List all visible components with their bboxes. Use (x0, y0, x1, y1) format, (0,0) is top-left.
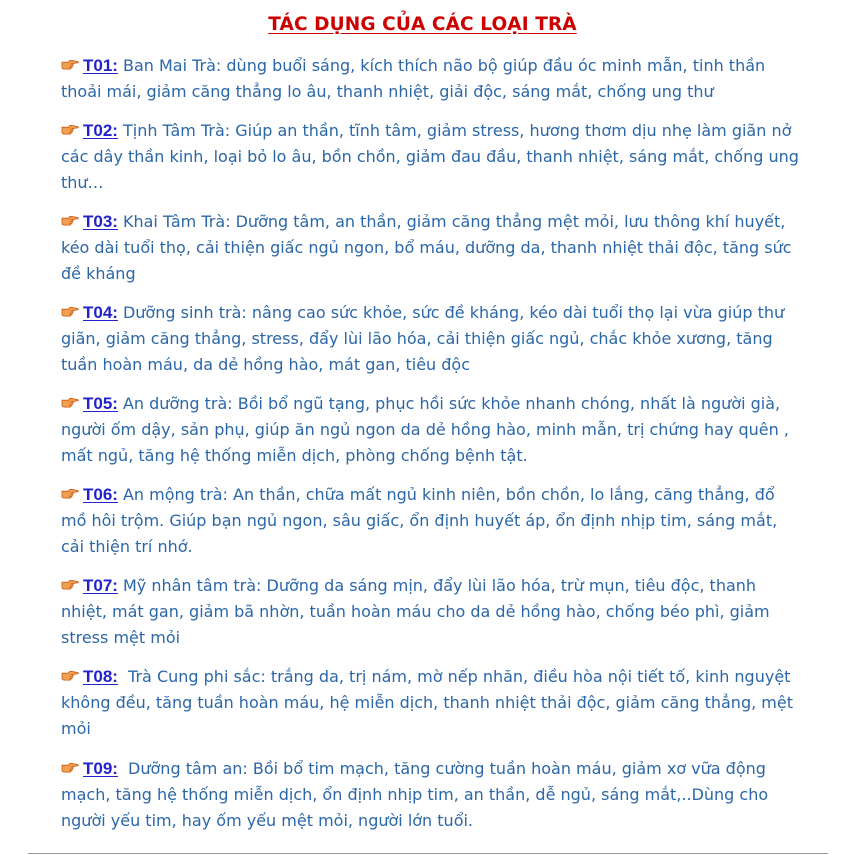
tea-code-label: T02: (83, 121, 118, 140)
tea-entry-t06 (61, 482, 801, 560)
tea-code-label: T08: (83, 667, 118, 686)
tea-description: Ban Mai Trà: dùng buổi sáng, kích thích não bộ giúp đầu óc minh mẫn, tinh thần thoải mái, giảm căng thẳng lo âu, thanh nhiệt, giải độc, sáng mắt, chống ung thư (61, 56, 766, 101)
pointing-hand-icon (61, 303, 83, 322)
tea-code-label: T04: (83, 303, 118, 322)
page-title: TÁC DỤNG CỦA CÁC LOẠI TRÀ (268, 14, 577, 35)
pointing-hand-icon (61, 212, 83, 231)
tea-entry-t05 (61, 391, 801, 469)
tea-description: An mộng trà: An thần, chữa mất ngủ kinh niên, bồn chồn, lo lắng, căng thẳng, đổ mồ hôi trộm. Giúp bạn ngủ ngon, sâu giấc, ổn định huyết áp, ổn định nhịp tim, sáng mắt, cải thiện trí nhớ. (61, 485, 778, 556)
pointing-hand-icon (61, 576, 83, 595)
tea-entry-t09 (61, 756, 801, 834)
pointing-hand-icon (61, 56, 83, 75)
tea-description: Dưỡng tâm an: Bồi bổ tim mạch, tăng cường tuần hoàn máu, giảm xơ vữa động mạch, tăng hệ thống miễn dịch, ổn định nhịp tim, an thần, dễ ngủ, sáng mắt,..Dùng cho người yếu tim, hay ốm yếu mệt mỏi, người lớn tuổi. (61, 759, 769, 830)
tea-entry-t02 (61, 118, 801, 196)
pointing-hand-icon (61, 121, 83, 140)
tea-description: Mỹ nhân tâm trà: Dưỡng da sáng mịn, đẩy lùi lão hóa, trừ mụn, tiêu độc, thanh nhiệt, mát gan, giảm bã nhờn, tuần hoàn máu cho da dẻ hồng hào, chống béo phì, giảm stress mệt mỏi (61, 576, 770, 647)
tea-code-label: T05: (83, 394, 118, 413)
tea-entry-t04 (61, 300, 801, 378)
tea-description: An dưỡng trà: Bồi bổ ngũ tạng, phục hồi sức khỏe nhanh chóng, nhất là người già, người ốm dậy, sản phụ, giúp ăn ngủ ngon da dẻ hồng hào, minh mẫn, trị chứng hay quên , mất ngủ, tăng hệ thống miễn dịch, phòng chống bệnh tật. (61, 394, 789, 465)
tea-code-label: T03: (83, 212, 118, 231)
tea-code-label: T01: (83, 56, 118, 75)
pointing-hand-icon (61, 394, 83, 413)
tea-description: Tịnh Tâm Trà: Giúp an thần, tĩnh tâm, giảm stress, hương thơm dịu nhẹ làm giãn nở các dây thần kinh, loại bỏ lo âu, bồn chồn, giảm đau đầu, thanh nhiệt, sáng mắt, chống ung thư… (61, 121, 799, 192)
tea-entry-t03 (61, 209, 801, 287)
tea-description: Khai Tâm Trà: Dưỡng tâm, an thần, giảm căng thẳng mệt mỏi, lưu thông khí huyết, kéo dài tuổi thọ, cải thiện giấc ngủ ngon, bổ máu, dưỡng da, thanh nhiệt thải độc, tăng sức đề kháng (61, 212, 792, 283)
tea-code-label: T06: (83, 485, 118, 504)
tea-description: Dưỡng sinh trà: nâng cao sức khỏe, sức đề kháng, kéo dài tuổi thọ lại vừa giúp thư giãn, giảm căng thẳng, stress, đẩy lùi lão hóa, cải thiện giấc ngủ, chắc khỏe xương, tăng tuần hoàn máu, da dẻ hồng hào, mát gan, tiêu độc (61, 303, 785, 374)
tea-entry-t08 (61, 664, 801, 742)
tea-description: Trà Cung phi sắc: trắng da, trị nám, mờ nếp nhăn, điều hòa nội tiết tố, kinh nguyệt không đều, tăng tuần hoàn máu, hệ miễn dịch, thanh nhiệt thải độc, giảm căng thẳng, mệt mỏi (61, 667, 793, 738)
tea-code-label: T09: (83, 759, 118, 778)
pointing-hand-icon (61, 667, 83, 686)
tea-entry-t01 (61, 53, 801, 105)
pointing-hand-icon (61, 485, 83, 504)
bottom-divider (28, 853, 828, 854)
tea-code-label: T07: (83, 576, 118, 595)
pointing-hand-icon (61, 759, 83, 778)
tea-entry-t07 (61, 573, 801, 651)
